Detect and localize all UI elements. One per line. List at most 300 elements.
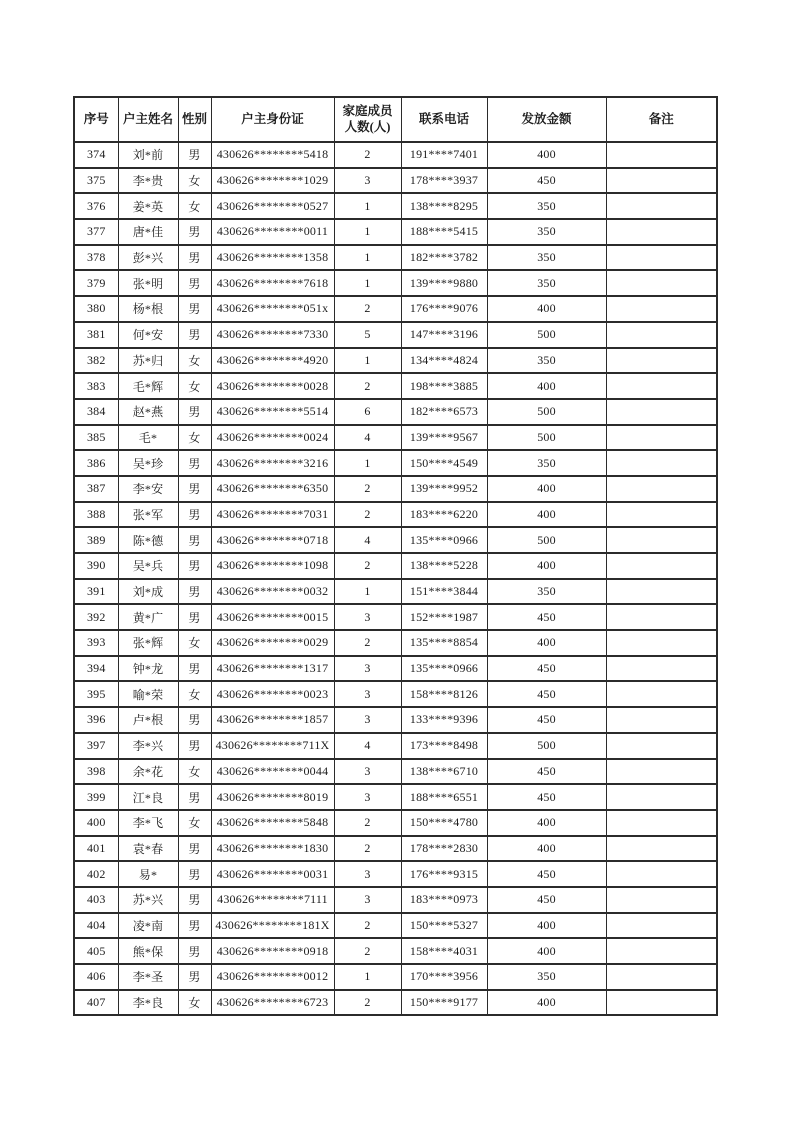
- gender-cell: 男: [178, 322, 211, 348]
- householder-name-cell: 钟*龙: [118, 656, 178, 682]
- note-cell: [606, 990, 717, 1016]
- gender-cell: 女: [178, 193, 211, 219]
- gender-cell: 男: [178, 707, 211, 733]
- amount-cell: 350: [487, 964, 606, 990]
- table-row: [74, 245, 717, 271]
- amount-cell: 350: [487, 348, 606, 374]
- note-cell: [606, 707, 717, 733]
- note-cell: [606, 527, 717, 553]
- table-row: [74, 836, 717, 862]
- phone-cell: 150****5327: [401, 913, 487, 939]
- table-row: [74, 270, 717, 296]
- gender-cell: 男: [178, 887, 211, 913]
- note-cell: [606, 296, 717, 322]
- gender-cell: 男: [178, 964, 211, 990]
- family-members-cell: 2: [334, 142, 401, 168]
- table-body: [74, 142, 717, 1015]
- subsidy-distribution-table: [73, 96, 718, 1016]
- family-members-cell: 2: [334, 630, 401, 656]
- seq-cell: 390: [74, 553, 118, 579]
- seq-cell: 406: [74, 964, 118, 990]
- family-members-cell: 5: [334, 322, 401, 348]
- family-members-cell: 6: [334, 399, 401, 425]
- table-row: [74, 887, 717, 913]
- householder-name-cell: 何*安: [118, 322, 178, 348]
- amount-cell: 450: [487, 681, 606, 707]
- phone-cell: 158****8126: [401, 681, 487, 707]
- phone-cell: 183****6220: [401, 502, 487, 528]
- family-members-cell: 1: [334, 219, 401, 245]
- householder-id-cell: 430626********711X: [211, 733, 334, 759]
- householder-id-cell: 430626********0918: [211, 938, 334, 964]
- householder-name-cell: 张*明: [118, 270, 178, 296]
- seq-cell: 374: [74, 142, 118, 168]
- householder-name-cell: 张*军: [118, 502, 178, 528]
- col-header-phone: 联系电话: [401, 97, 487, 142]
- amount-cell: 400: [487, 630, 606, 656]
- amount-cell: 450: [487, 861, 606, 887]
- householder-id-cell: 430626********1830: [211, 836, 334, 862]
- table-row: [74, 399, 717, 425]
- phone-cell: 152****1987: [401, 604, 487, 630]
- householder-name-cell: 刘*前: [118, 142, 178, 168]
- householder-name-cell: 李*圣: [118, 964, 178, 990]
- note-cell: [606, 733, 717, 759]
- gender-cell: 男: [178, 861, 211, 887]
- amount-cell: 400: [487, 553, 606, 579]
- householder-name-cell: 余*花: [118, 759, 178, 785]
- householder-id-cell: 430626********7111: [211, 887, 334, 913]
- seq-cell: 375: [74, 168, 118, 194]
- seq-cell: 379: [74, 270, 118, 296]
- seq-cell: 401: [74, 836, 118, 862]
- householder-name-cell: 江*良: [118, 784, 178, 810]
- note-cell: [606, 913, 717, 939]
- householder-id-cell: 430626********6350: [211, 476, 334, 502]
- householder-name-cell: 苏*兴: [118, 887, 178, 913]
- gender-cell: 男: [178, 142, 211, 168]
- table-row: [74, 913, 717, 939]
- householder-name-cell: 吴*珍: [118, 450, 178, 476]
- amount-cell: 350: [487, 450, 606, 476]
- amount-cell: 400: [487, 990, 606, 1016]
- householder-id-cell: 430626********7031: [211, 502, 334, 528]
- note-cell: [606, 193, 717, 219]
- table-row: [74, 604, 717, 630]
- householder-name-cell: 刘*成: [118, 579, 178, 605]
- table-row: [74, 219, 717, 245]
- family-members-cell: 4: [334, 425, 401, 451]
- gender-cell: 男: [178, 913, 211, 939]
- phone-cell: 134****4824: [401, 348, 487, 374]
- phone-cell: 176****9315: [401, 861, 487, 887]
- phone-cell: 198****3885: [401, 373, 487, 399]
- householder-name-cell: 吴*兵: [118, 553, 178, 579]
- table-row: [74, 630, 717, 656]
- householder-id-cell: 430626********0015: [211, 604, 334, 630]
- family-members-cell: 4: [334, 733, 401, 759]
- family-members-cell: 2: [334, 836, 401, 862]
- family-members-cell: 2: [334, 913, 401, 939]
- seq-cell: 382: [74, 348, 118, 374]
- family-members-cell: 1: [334, 193, 401, 219]
- seq-cell: 380: [74, 296, 118, 322]
- householder-id-cell: 430626********7618: [211, 270, 334, 296]
- gender-cell: 女: [178, 759, 211, 785]
- phone-cell: 182****6573: [401, 399, 487, 425]
- householder-id-cell: 430626********1098: [211, 553, 334, 579]
- gender-cell: 男: [178, 604, 211, 630]
- note-cell: [606, 836, 717, 862]
- table-row: [74, 553, 717, 579]
- amount-cell: 500: [487, 322, 606, 348]
- phone-cell: 173****8498: [401, 733, 487, 759]
- seq-cell: 385: [74, 425, 118, 451]
- note-cell: [606, 373, 717, 399]
- table-row: [74, 450, 717, 476]
- amount-cell: 450: [487, 707, 606, 733]
- seq-cell: 404: [74, 913, 118, 939]
- phone-cell: 138****8295: [401, 193, 487, 219]
- gender-cell: 男: [178, 219, 211, 245]
- gender-cell: 男: [178, 296, 211, 322]
- householder-name-cell: 黄*广: [118, 604, 178, 630]
- family-members-cell: 2: [334, 373, 401, 399]
- seq-cell: 402: [74, 861, 118, 887]
- phone-cell: 176****9076: [401, 296, 487, 322]
- table-row: [74, 322, 717, 348]
- householder-name-cell: 李*良: [118, 990, 178, 1016]
- seq-cell: 397: [74, 733, 118, 759]
- phone-cell: 139****9952: [401, 476, 487, 502]
- gender-cell: 男: [178, 527, 211, 553]
- householder-id-cell: 430626********5848: [211, 810, 334, 836]
- householder-name-cell: 李*飞: [118, 810, 178, 836]
- family-members-cell: 1: [334, 579, 401, 605]
- family-members-cell: 3: [334, 707, 401, 733]
- householder-id-cell: 430626********0044: [211, 759, 334, 785]
- table-header: [74, 97, 717, 142]
- table-row: [74, 810, 717, 836]
- householder-id-cell: 430626********0024: [211, 425, 334, 451]
- gender-cell: 男: [178, 450, 211, 476]
- householder-name-cell: 彭*兴: [118, 245, 178, 271]
- seq-cell: 389: [74, 527, 118, 553]
- householder-id-cell: 430626********1029: [211, 168, 334, 194]
- gender-cell: 男: [178, 938, 211, 964]
- gender-cell: 男: [178, 579, 211, 605]
- amount-cell: 400: [487, 373, 606, 399]
- amount-cell: 400: [487, 142, 606, 168]
- seq-cell: 386: [74, 450, 118, 476]
- householder-id-cell: 430626********8019: [211, 784, 334, 810]
- seq-cell: 398: [74, 759, 118, 785]
- householder-id-cell: 430626********6723: [211, 990, 334, 1016]
- table-row: [74, 142, 717, 168]
- householder-id-cell: 430626********5514: [211, 399, 334, 425]
- note-cell: [606, 450, 717, 476]
- note-cell: [606, 245, 717, 271]
- seq-cell: 394: [74, 656, 118, 682]
- householder-id-cell: 430626********3216: [211, 450, 334, 476]
- householder-name-cell: 李*安: [118, 476, 178, 502]
- family-members-cell: 3: [334, 861, 401, 887]
- phone-cell: 150****4549: [401, 450, 487, 476]
- householder-id-cell: 430626********5418: [211, 142, 334, 168]
- table-row: [74, 733, 717, 759]
- note-cell: [606, 759, 717, 785]
- family-members-cell: 2: [334, 990, 401, 1016]
- amount-cell: 400: [487, 296, 606, 322]
- householder-id-cell: 430626********0032: [211, 579, 334, 605]
- amount-cell: 450: [487, 168, 606, 194]
- phone-cell: 150****9177: [401, 990, 487, 1016]
- table-row: [74, 476, 717, 502]
- gender-cell: 女: [178, 348, 211, 374]
- note-cell: [606, 553, 717, 579]
- col-header-householder-name: 户主姓名: [118, 97, 178, 142]
- table-row: [74, 861, 717, 887]
- note-cell: [606, 399, 717, 425]
- phone-cell: 150****4780: [401, 810, 487, 836]
- family-members-cell: 3: [334, 656, 401, 682]
- note-cell: [606, 784, 717, 810]
- amount-cell: 400: [487, 810, 606, 836]
- table-row: [74, 707, 717, 733]
- householder-name-cell: 杨*根: [118, 296, 178, 322]
- table-row: [74, 681, 717, 707]
- householder-name-cell: 凌*南: [118, 913, 178, 939]
- note-cell: [606, 681, 717, 707]
- amount-cell: 450: [487, 759, 606, 785]
- phone-cell: 135****8854: [401, 630, 487, 656]
- gender-cell: 男: [178, 553, 211, 579]
- phone-cell: 183****0973: [401, 887, 487, 913]
- note-cell: [606, 938, 717, 964]
- householder-name-cell: 卢*根: [118, 707, 178, 733]
- col-header-family-members: 家庭成员人数(人): [334, 97, 401, 142]
- amount-cell: 450: [487, 656, 606, 682]
- family-members-cell: 2: [334, 476, 401, 502]
- note-cell: [606, 142, 717, 168]
- householder-name-cell: 熊*保: [118, 938, 178, 964]
- amount-cell: 450: [487, 784, 606, 810]
- phone-cell: 178****2830: [401, 836, 487, 862]
- amount-cell: 450: [487, 887, 606, 913]
- note-cell: [606, 861, 717, 887]
- gender-cell: 男: [178, 270, 211, 296]
- phone-cell: 158****4031: [401, 938, 487, 964]
- householder-name-cell: 赵*燕: [118, 399, 178, 425]
- note-cell: [606, 579, 717, 605]
- seq-cell: 392: [74, 604, 118, 630]
- gender-cell: 女: [178, 425, 211, 451]
- gender-cell: 男: [178, 784, 211, 810]
- phone-cell: 151****3844: [401, 579, 487, 605]
- householder-name-cell: 张*辉: [118, 630, 178, 656]
- householder-id-cell: 430626********1317: [211, 656, 334, 682]
- gender-cell: 男: [178, 502, 211, 528]
- householder-id-cell: 430626********181X: [211, 913, 334, 939]
- amount-cell: 400: [487, 938, 606, 964]
- table-row: [74, 373, 717, 399]
- phone-cell: 182****3782: [401, 245, 487, 271]
- amount-cell: 400: [487, 836, 606, 862]
- amount-cell: 350: [487, 579, 606, 605]
- amount-cell: 450: [487, 604, 606, 630]
- note-cell: [606, 964, 717, 990]
- gender-cell: 女: [178, 168, 211, 194]
- amount-cell: 350: [487, 219, 606, 245]
- family-members-cell: 3: [334, 784, 401, 810]
- householder-id-cell: 430626********051x: [211, 296, 334, 322]
- family-members-cell: 1: [334, 964, 401, 990]
- householder-id-cell: 430626********0718: [211, 527, 334, 553]
- family-members-cell: 2: [334, 938, 401, 964]
- householder-id-cell: 430626********0527: [211, 193, 334, 219]
- phone-cell: 135****0966: [401, 527, 487, 553]
- family-members-cell: 2: [334, 810, 401, 836]
- family-members-cell: 3: [334, 759, 401, 785]
- table-row: [74, 579, 717, 605]
- gender-cell: 男: [178, 245, 211, 271]
- header-row: [74, 97, 717, 142]
- phone-cell: 170****3956: [401, 964, 487, 990]
- table-row: [74, 296, 717, 322]
- seq-cell: 384: [74, 399, 118, 425]
- note-cell: [606, 810, 717, 836]
- phone-cell: 138****5228: [401, 553, 487, 579]
- phone-cell: 147****3196: [401, 322, 487, 348]
- seq-cell: 381: [74, 322, 118, 348]
- note-cell: [606, 887, 717, 913]
- note-cell: [606, 348, 717, 374]
- table-row: [74, 502, 717, 528]
- seq-cell: 405: [74, 938, 118, 964]
- note-cell: [606, 168, 717, 194]
- householder-name-cell: 易*: [118, 861, 178, 887]
- phone-cell: 139****9567: [401, 425, 487, 451]
- note-cell: [606, 425, 717, 451]
- householder-id-cell: 430626********4920: [211, 348, 334, 374]
- note-cell: [606, 270, 717, 296]
- gender-cell: 女: [178, 810, 211, 836]
- family-members-cell: 2: [334, 502, 401, 528]
- family-members-cell: 1: [334, 270, 401, 296]
- gender-cell: 女: [178, 990, 211, 1016]
- seq-cell: 396: [74, 707, 118, 733]
- householder-id-cell: 430626********0012: [211, 964, 334, 990]
- seq-cell: 403: [74, 887, 118, 913]
- phone-cell: 188****5415: [401, 219, 487, 245]
- family-members-cell: 3: [334, 887, 401, 913]
- amount-cell: 400: [487, 502, 606, 528]
- householder-name-cell: 李*贵: [118, 168, 178, 194]
- seq-cell: 399: [74, 784, 118, 810]
- amount-cell: 500: [487, 733, 606, 759]
- note-cell: [606, 604, 717, 630]
- householder-name-cell: 姜*英: [118, 193, 178, 219]
- gender-cell: 男: [178, 656, 211, 682]
- gender-cell: 男: [178, 399, 211, 425]
- seq-cell: 400: [74, 810, 118, 836]
- gender-cell: 男: [178, 733, 211, 759]
- amount-cell: 400: [487, 913, 606, 939]
- phone-cell: 191****7401: [401, 142, 487, 168]
- seq-cell: 383: [74, 373, 118, 399]
- gender-cell: 女: [178, 373, 211, 399]
- note-cell: [606, 630, 717, 656]
- phone-cell: 188****6551: [401, 784, 487, 810]
- phone-cell: 138****6710: [401, 759, 487, 785]
- householder-id-cell: 430626********7330: [211, 322, 334, 348]
- table-row: [74, 656, 717, 682]
- table-row: [74, 938, 717, 964]
- householder-name-cell: 袁*春: [118, 836, 178, 862]
- col-header-gender: 性别: [178, 97, 211, 142]
- col-header-amount: 发放金额: [487, 97, 606, 142]
- householder-id-cell: 430626********0029: [211, 630, 334, 656]
- phone-cell: 133****9396: [401, 707, 487, 733]
- note-cell: [606, 476, 717, 502]
- householder-name-cell: 毛*辉: [118, 373, 178, 399]
- seq-cell: 376: [74, 193, 118, 219]
- phone-cell: 178****3937: [401, 168, 487, 194]
- amount-cell: 500: [487, 399, 606, 425]
- table-row: [74, 990, 717, 1016]
- table-row: [74, 964, 717, 990]
- gender-cell: 男: [178, 836, 211, 862]
- householder-id-cell: 430626********0028: [211, 373, 334, 399]
- householder-name-cell: 李*兴: [118, 733, 178, 759]
- family-members-cell: 1: [334, 245, 401, 271]
- seq-cell: 407: [74, 990, 118, 1016]
- amount-cell: 350: [487, 245, 606, 271]
- note-cell: [606, 219, 717, 245]
- phone-cell: 139****9880: [401, 270, 487, 296]
- family-members-cell: 3: [334, 681, 401, 707]
- householder-id-cell: 430626********1857: [211, 707, 334, 733]
- householder-name-cell: 毛*: [118, 425, 178, 451]
- family-members-cell: 3: [334, 604, 401, 630]
- gender-cell: 男: [178, 476, 211, 502]
- householder-id-cell: 430626********0011: [211, 219, 334, 245]
- table-row: [74, 759, 717, 785]
- table-row: [74, 527, 717, 553]
- householder-name-cell: 喻*荣: [118, 681, 178, 707]
- col-header-seq: 序号: [74, 97, 118, 142]
- seq-cell: 393: [74, 630, 118, 656]
- householder-name-cell: 苏*归: [118, 348, 178, 374]
- table-row: [74, 193, 717, 219]
- gender-cell: 女: [178, 681, 211, 707]
- table-row: [74, 348, 717, 374]
- family-members-cell: 2: [334, 296, 401, 322]
- householder-id-cell: 430626********0031: [211, 861, 334, 887]
- amount-cell: 500: [487, 425, 606, 451]
- householder-id-cell: 430626********0023: [211, 681, 334, 707]
- col-header-householder-id: 户主身份证: [211, 97, 334, 142]
- householder-name-cell: 唐*佳: [118, 219, 178, 245]
- householder-id-cell: 430626********1358: [211, 245, 334, 271]
- seq-cell: 378: [74, 245, 118, 271]
- note-cell: [606, 502, 717, 528]
- seq-cell: 395: [74, 681, 118, 707]
- seq-cell: 391: [74, 579, 118, 605]
- householder-name-cell: 陈*德: [118, 527, 178, 553]
- note-cell: [606, 656, 717, 682]
- amount-cell: 400: [487, 476, 606, 502]
